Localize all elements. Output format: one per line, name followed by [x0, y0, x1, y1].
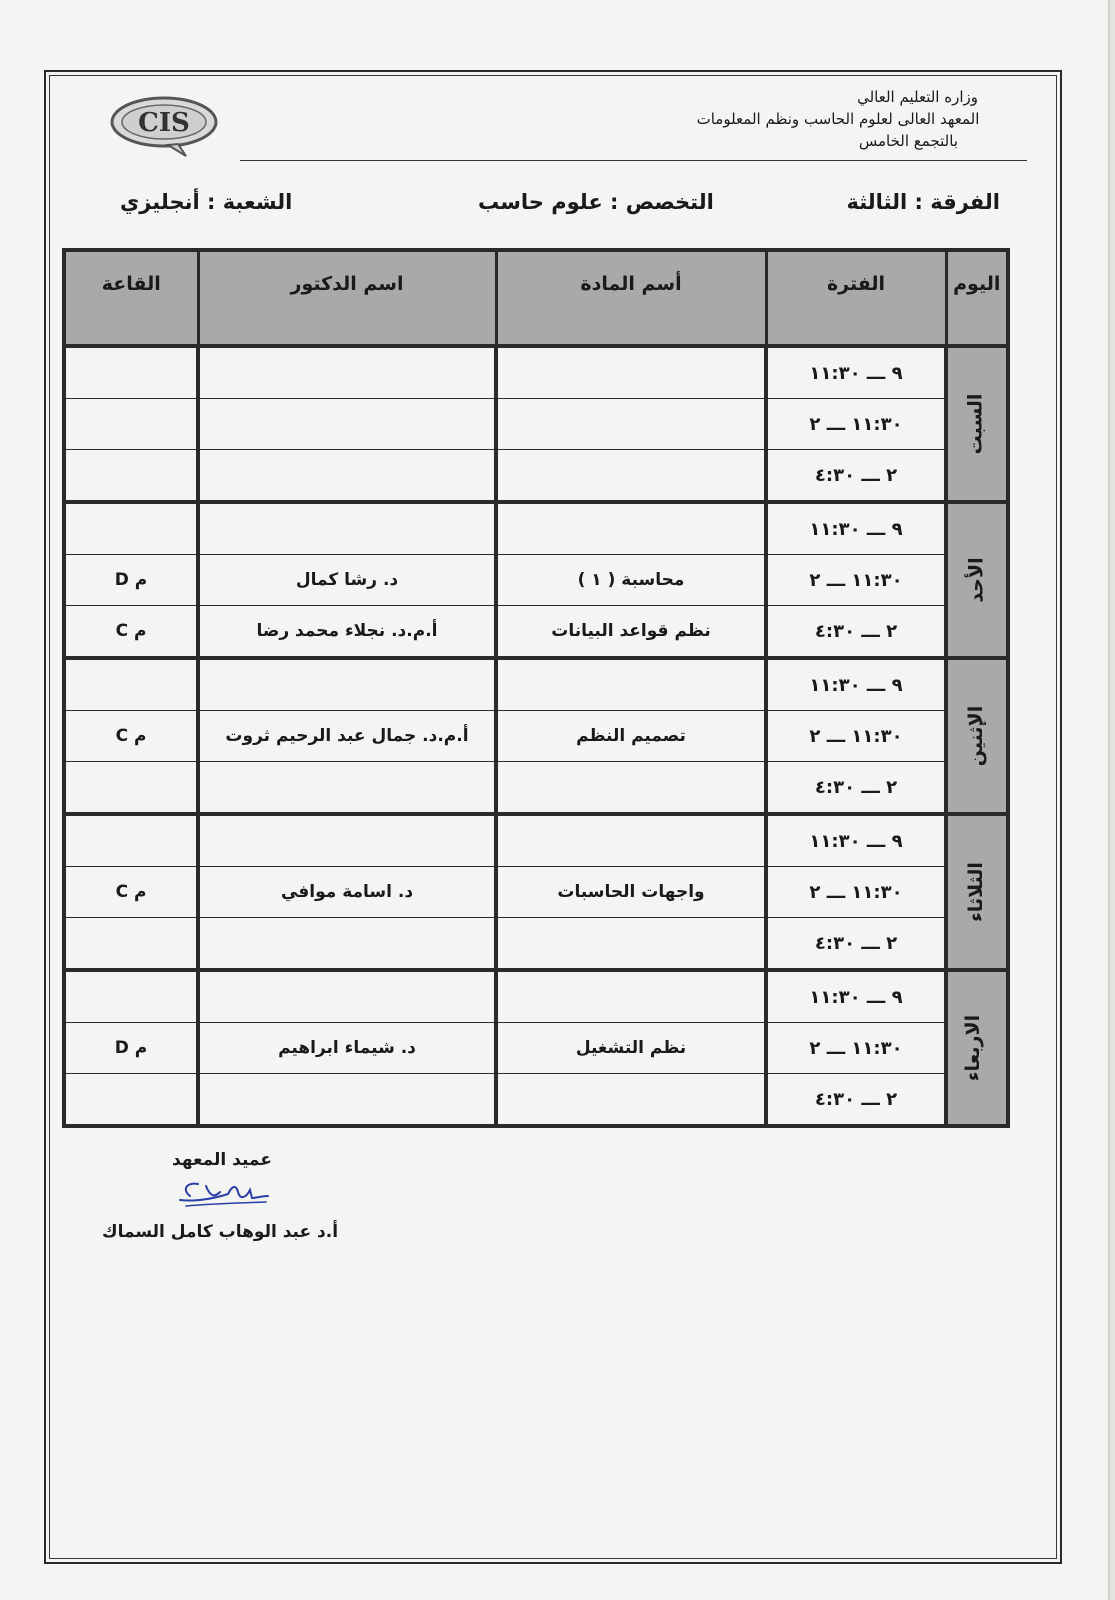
table-row — [64, 814, 1008, 867]
schedule-table — [62, 248, 1010, 1128]
doctor-cell: أ.م.د. نجلاء محمد رضا — [198, 606, 496, 659]
doctor-cell: د. اسامة موافي — [198, 867, 496, 918]
table-row — [64, 970, 1008, 1023]
header-divider — [240, 160, 1027, 161]
subject-cell — [496, 1074, 766, 1127]
room-value: C م — [115, 726, 147, 746]
doctor-cell — [198, 814, 496, 867]
period-cell: ٩ ـــ ١١:٣٠ — [766, 970, 946, 1023]
period-cell: ١١:٣٠ ـــ ٢ — [766, 1023, 946, 1074]
room-cell — [64, 762, 198, 815]
table-row — [64, 658, 1008, 711]
subject-cell — [496, 762, 766, 815]
day-cell-wednesday — [946, 970, 1008, 1126]
institute-name: المعهد العالى لعلوم الحاسب ونظم المعلومات — [696, 110, 980, 128]
subject-cell — [496, 399, 766, 450]
room-cell — [64, 502, 198, 555]
table-row — [64, 867, 1008, 918]
table-row — [64, 1023, 1008, 1074]
room-value: D م — [114, 1038, 148, 1058]
room-value: C م — [115, 882, 147, 902]
subject-cell — [496, 970, 766, 1023]
period-cell: ٢ ـــ ٤:٣٠ — [766, 918, 946, 971]
doctor-cell: د. شيماء ابراهيم — [198, 1023, 496, 1074]
signature-icon — [176, 1176, 272, 1210]
room-cell — [64, 1023, 198, 1074]
period-cell: ١١:٣٠ ـــ ٢ — [766, 555, 946, 606]
day-label: السبت — [964, 393, 987, 455]
track-label: الشعبة : أنجليزي — [120, 190, 293, 214]
table-row — [64, 711, 1008, 762]
institution-header — [658, 86, 1018, 152]
subject-cell: محاسبة ( ١ ) — [496, 555, 766, 606]
period-cell: ٩ ـــ ١١:٣٠ — [766, 658, 946, 711]
doctor-cell — [198, 502, 496, 555]
room-value: C م — [115, 621, 147, 641]
table-row — [64, 346, 1008, 399]
logo-text: CIS — [138, 108, 190, 138]
header-day: اليوم — [946, 250, 1008, 346]
dean-name: أ.د عبد الوهاب كامل السماك — [102, 1222, 339, 1242]
room-cell — [64, 399, 198, 450]
table-row — [64, 762, 1008, 815]
day-label: الاربعاء — [961, 1014, 984, 1082]
room-cell — [64, 711, 198, 762]
period-cell: ٢ ـــ ٤:٣٠ — [766, 1074, 946, 1127]
subject-cell — [496, 346, 766, 399]
room-cell — [64, 658, 198, 711]
table-row — [64, 502, 1008, 555]
subject-cell: تصميم النظم — [496, 711, 766, 762]
day-label: الأحد — [966, 557, 988, 603]
subject-cell — [496, 658, 766, 711]
doctor-cell: د. رشا كمال — [198, 555, 496, 606]
day-cell-sunday — [946, 502, 1008, 658]
period-cell: ٩ ـــ ١١:٣٠ — [766, 502, 946, 555]
table-row — [64, 555, 1008, 606]
room-value: D م — [114, 570, 148, 590]
period-cell: ٢ ـــ ٤:٣٠ — [766, 450, 946, 503]
room-cell — [64, 450, 198, 503]
room-cell — [64, 867, 198, 918]
doctor-cell — [198, 970, 496, 1023]
table-row — [64, 399, 1008, 450]
doctor-cell — [198, 399, 496, 450]
room-cell — [64, 814, 198, 867]
room-cell — [64, 970, 198, 1023]
header-subject: أسم المادة — [496, 250, 766, 346]
period-cell: ١١:٣٠ ـــ ٢ — [766, 399, 946, 450]
room-cell — [64, 1074, 198, 1127]
doctor-cell — [198, 346, 496, 399]
period-cell: ٢ ـــ ٤:٣٠ — [766, 762, 946, 815]
subject-cell — [496, 814, 766, 867]
table-row — [64, 606, 1008, 659]
doctor-cell — [198, 1074, 496, 1127]
subject-cell — [496, 450, 766, 503]
level-label: الفرقة : الثالثة — [846, 190, 1000, 214]
day-cell-saturday — [946, 346, 1008, 502]
table-row — [64, 918, 1008, 971]
doctor-cell — [198, 918, 496, 971]
subject-cell — [496, 918, 766, 971]
table-row — [64, 1074, 1008, 1127]
period-cell: ١١:٣٠ ـــ ٢ — [766, 711, 946, 762]
header-doctor: اسم الدكتور — [198, 250, 496, 346]
doctor-cell — [198, 450, 496, 503]
room-cell — [64, 346, 198, 399]
day-label: الثلاثاء — [965, 862, 988, 922]
day-cell-tuesday — [946, 814, 1008, 970]
room-cell — [64, 918, 198, 971]
period-cell: ١١:٣٠ ـــ ٢ — [766, 867, 946, 918]
ministry-name: وزاره التعليم العالي — [857, 88, 978, 106]
subject-cell: نظم التشغيل — [496, 1023, 766, 1074]
subject-cell — [496, 502, 766, 555]
doctor-cell: أ.م.د. جمال عبد الرحيم ثروت — [198, 711, 496, 762]
table-row — [64, 450, 1008, 503]
header-room: القاعة — [64, 250, 198, 346]
period-cell: ٢ ـــ ٤:٣٠ — [766, 606, 946, 659]
institute-location: بالتجمع الخامس — [858, 132, 958, 150]
specialization-label: التخصص : علوم حاسب — [478, 190, 714, 214]
day-label: الإثنين — [964, 705, 987, 767]
room-cell — [64, 606, 198, 659]
table-header-row — [64, 250, 1008, 346]
doctor-cell — [198, 658, 496, 711]
cis-logo-icon — [108, 92, 220, 158]
subject-cell: واجهات الحاسبات — [496, 867, 766, 918]
subject-cell: نظم قواعد البيانات — [496, 606, 766, 659]
room-cell — [64, 555, 198, 606]
header-period: الفترة — [766, 250, 946, 346]
dean-title: عميد المعهد — [172, 1150, 272, 1170]
period-cell: ٩ ـــ ١١:٣٠ — [766, 346, 946, 399]
doctor-cell — [198, 762, 496, 815]
period-cell: ٩ ـــ ١١:٣٠ — [766, 814, 946, 867]
day-cell-monday — [946, 658, 1008, 814]
